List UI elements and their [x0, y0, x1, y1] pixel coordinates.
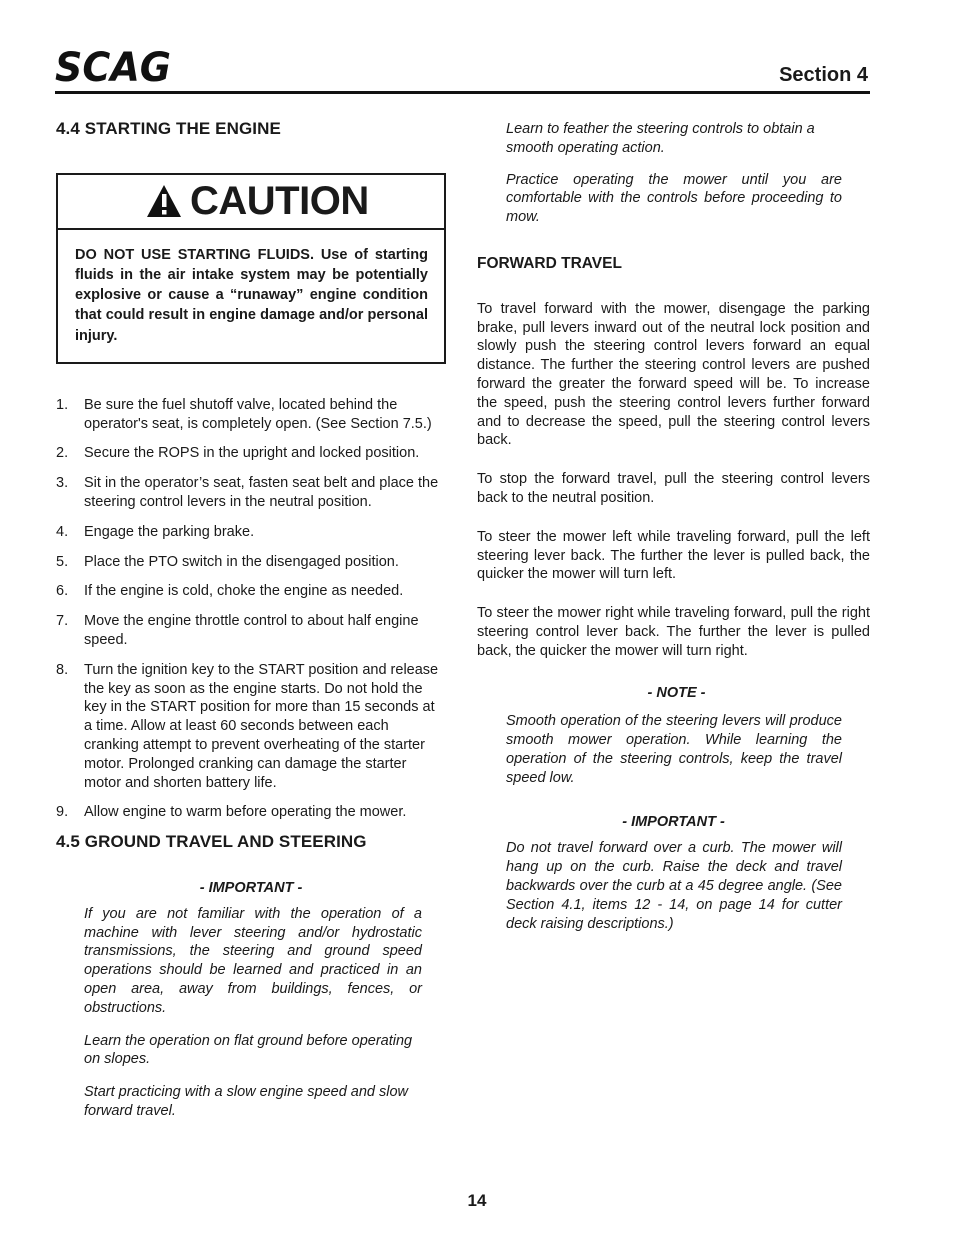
- step-number: 4.: [56, 523, 69, 540]
- body-paragraph: To travel forward with the mower, disengage the parking brake, pull levers inward out of the neutral lock position and slowly push the steering control levers forward an equal distance. The further the steering control levers are pushed forward the greater the forward speed will be. To increase the speed, push the steering control levers further forward and to decrease the speed, pull the steering control levers back.: [477, 300, 870, 449]
- list-item: [56, 612, 446, 650]
- heading-forward-travel: FORWARD TRAVEL: [477, 254, 622, 272]
- important-paragraph: If you are not familiar with the operation of a machine with lever steering and/or hydrostatic transmissions, the steering and ground speed operations should be learned and practiced in an open area, away from buildings, fences, or obstructions.: [84, 905, 422, 1016]
- caution-header: [58, 175, 444, 230]
- important-text: Do not travel forward over a curb. The mower will hang up on the curb. Raise the deck and travel backwards over the curb at a 45 degree angle. (See Section 4.1, items 12 - 14, on page 14 for cutter deck raising descriptions.): [506, 840, 842, 932]
- caution-text: DO NOT USE STARTING FLUIDS. Use of starting fluids in the air intake system may be potentially explosive or cause a “runaway” engine condition that could result in engine damage and/or personal injury.: [75, 246, 428, 344]
- note-heading: - NOTE -: [647, 684, 706, 701]
- list-item: [56, 523, 446, 542]
- left-column: [56, 120, 446, 1121]
- step-text: Place the PTO switch in the disengaged position.: [84, 553, 399, 570]
- caution-title: CAUTION: [190, 178, 369, 223]
- step-text: If the engine is cold, choke the engine as needed.: [84, 583, 404, 600]
- step-number: 6.: [56, 583, 69, 600]
- step-number: 2.: [56, 445, 69, 462]
- right-column: [477, 120, 870, 933]
- important-heading: - IMPORTANT -: [622, 813, 725, 830]
- italic-paragraph: Learn to feather the steering controls to obtain a smooth operating action.: [506, 121, 815, 156]
- important-paragraph: Start practicing with a slow engine speed and slow forward travel.: [84, 1084, 409, 1119]
- list-item: [56, 444, 446, 463]
- logo-text: SCAG: [55, 45, 171, 86]
- list-item: [56, 474, 446, 512]
- heading-starting-engine: 4.4 STARTING THE ENGINE: [56, 119, 281, 138]
- list-item: [56, 582, 446, 601]
- step-text: Be sure the fuel shutoff valve, located behind the operator's seat, is completely open. (See Section 7.5.): [84, 396, 432, 432]
- warning-triangle-icon: [146, 183, 182, 219]
- list-item: [56, 396, 446, 434]
- list-item: [56, 553, 446, 572]
- step-text: Move the engine throttle control to about half engine speed.: [84, 613, 419, 648]
- caution-box: [56, 173, 446, 364]
- heading-ground-travel: 4.5 GROUND TRAVEL AND STEERING: [56, 832, 367, 852]
- step-text: Engage the parking brake.: [84, 523, 255, 540]
- body-paragraph: To steer the mower left while traveling forward, pull the left steering lever back. The further the lever is pulled back, the quicker the mower will turn left.: [477, 528, 870, 583]
- starting-steps-list: [56, 396, 446, 822]
- page-number: 14: [467, 1191, 487, 1210]
- note-text: Smooth operation of the steering levers will produce smooth mower operation. While learning the operation of the steering controls, keep the travel speed low.: [506, 713, 842, 786]
- important-heading: - IMPORTANT -: [199, 879, 303, 896]
- body-paragraph: To stop the forward travel, pull the steering control levers back to the neutral position.: [477, 471, 870, 506]
- step-number: 1.: [56, 396, 69, 413]
- important-paragraph: Learn the operation on flat ground before operating on slopes.: [84, 1032, 413, 1068]
- header-rule: [55, 91, 870, 94]
- list-item: [56, 661, 446, 793]
- step-number: 7.: [56, 613, 69, 630]
- step-text: Sit in the operator’s seat, fasten seat belt and place the steering control levers in the neutral position.: [84, 475, 439, 510]
- step-text: Allow engine to warm before operating the mower.: [84, 804, 407, 821]
- step-text: Turn the ignition key to the START position and release the key as soon as the engine starts. Do not hold the key in the START position for more than 15 seconds at a time. Allow at least 60 seconds between each cranking attempt to prevent overheating of the starter motor. Prolonged cranking can damage the starter motor and shorten battery life.: [84, 661, 439, 791]
- step-number: 9.: [56, 804, 69, 821]
- step-number: 3.: [56, 475, 69, 492]
- body-paragraph: To steer the mower right while traveling forward, pull the right steering control lever back. The further the lever is pulled back, the quicker the mower will turn right.: [477, 605, 870, 659]
- section-title: Section 4: [779, 64, 868, 86]
- list-item: [56, 803, 446, 822]
- step-text: Secure the ROPS in the upright and locked position.: [84, 445, 420, 462]
- step-number: 5.: [56, 553, 69, 570]
- scag-logo: [55, 44, 175, 86]
- italic-paragraph: Practice operating the mower until you are comfortable with the controls before proceeding to mow.: [506, 171, 842, 226]
- step-number: 8.: [56, 661, 69, 678]
